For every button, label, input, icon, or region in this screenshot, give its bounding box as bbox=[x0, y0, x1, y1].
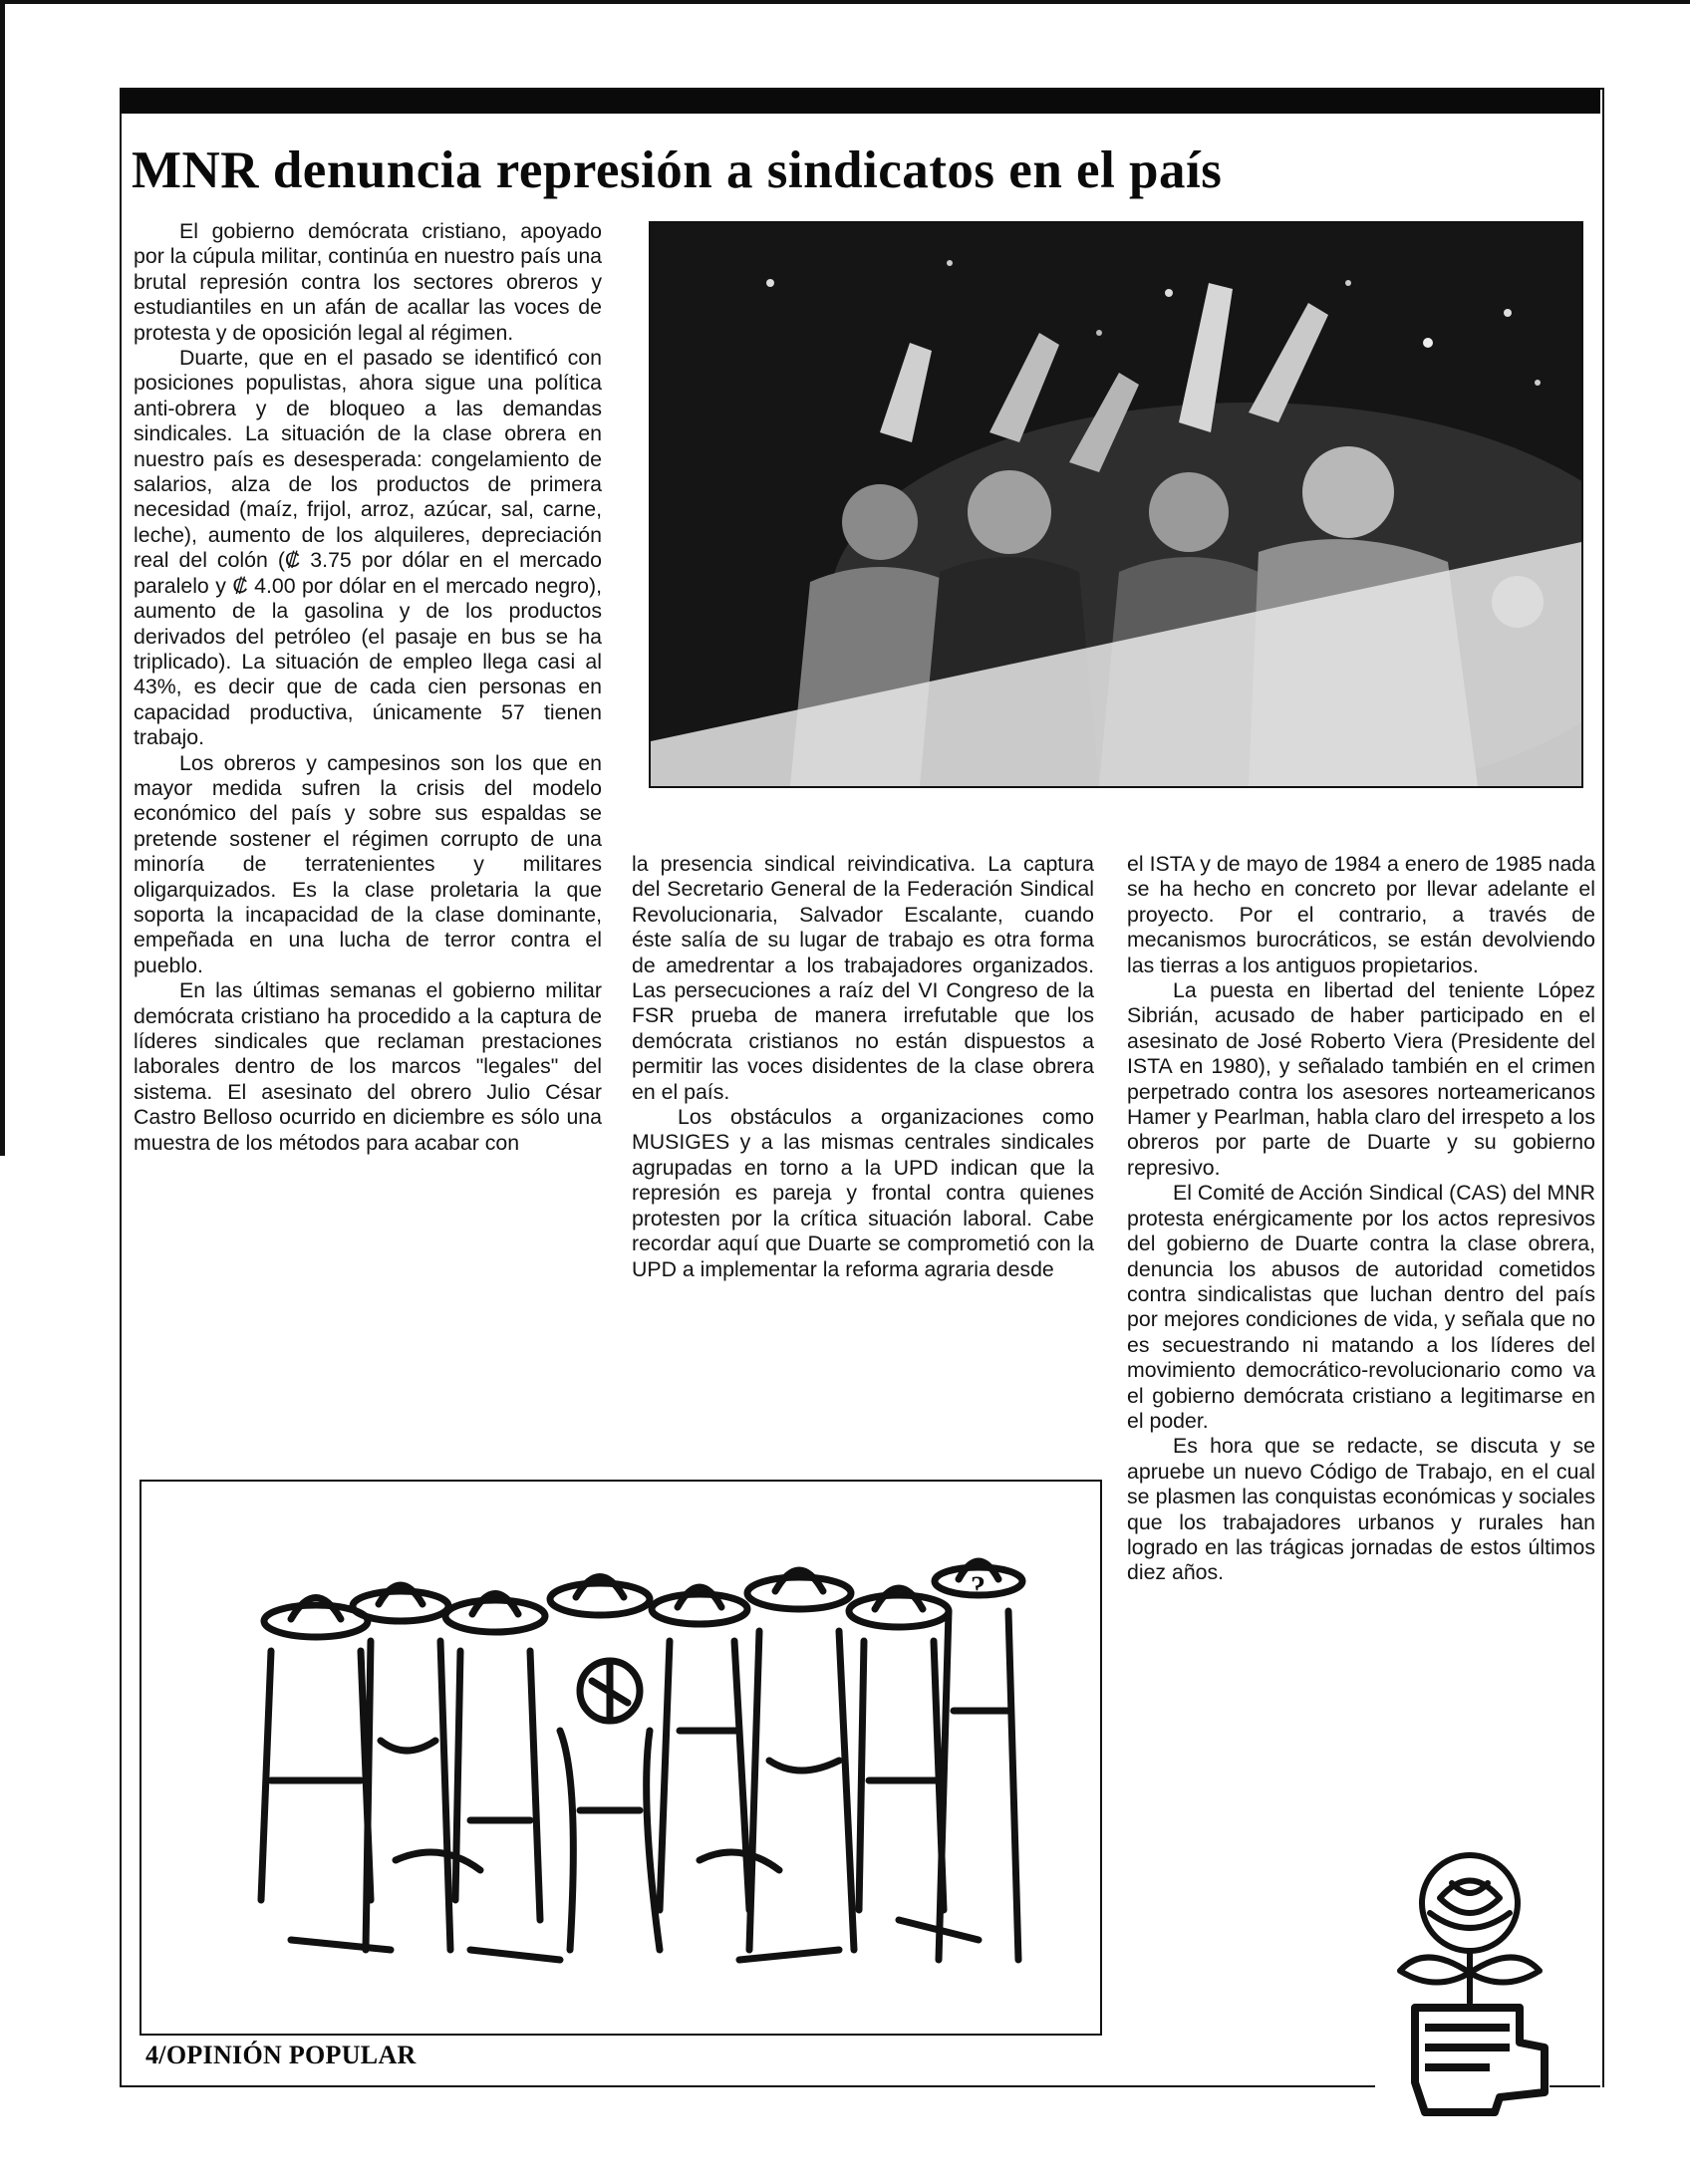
col2-paragraph-2: Los obstáculos a organizaciones como MUSIGES y a las mismas centrales sindicales agrupadas en torno a la UPD indican que la represión es pareja y frontal contra quienes protesten por la crítica situación laboral. Cabe recordar aquí que Duarte se comprometió con la UPD a implementar la reforma agraria desde bbox=[632, 1105, 1094, 1281]
protest-crowd-illustration bbox=[651, 223, 1581, 786]
protest-photo bbox=[649, 221, 1583, 788]
left-edge-rule bbox=[0, 0, 5, 1156]
col1-paragraph-4: En las últimas semanas el gobierno militar demócrata cristiano ha procedido a la captura de líderes sindicales que reclaman prestaciones laborales dentro de los marcos "legales" del sistema. El asesinato del obrero Julio César Castro Belloso ocurrido en diciembre es sólo una muestra de los métodos para acabar con bbox=[134, 978, 602, 1155]
col2-paragraph-1: la presencia sindical reivindicativa. La captura del Secretario General de la Federación Sindical Revolucionaria, Salvador Escalante, cuando éste salía de su lugar de trabajo es otra forma de amedrentar a los trabajadores organizados. Las persecuciones a raíz del VI Congreso de la FSR prueba de manera irrefutable que los demócrata cristianos no están dispuestos a permitir las voces disidentes de la clase obrera en el país. bbox=[632, 852, 1094, 1104]
rose-and-fist-logo bbox=[1370, 1843, 1569, 2122]
top-edge-rule bbox=[0, 0, 1690, 4]
bottom-rule-left bbox=[120, 2085, 1375, 2087]
col1-paragraph-2: Duarte, que en el pasado se identificó con posiciones populistas, ahora sigue una política anti-obrera y de bloqueo a las demandas sindicales. La situación de la clase obrera en nuestro país es desesperada: congelamiento de salarios, alza de los productos de primera necesidad (maíz, frijol, arroz, azúcar, sal, carne, leche), aumento de los alquileres, depreciación real del colón (₡ 3.75 por dólar en el mercado paralelo y ₡ 4.00 por dólar en el mercado negro), aumento de la gasolina y de los productos derivados del petróleo (el pasaje en bus se ha triplicado). La situación de empleo llega casi al 43%, es decir que de cada cien personas en capacidad productiva, únicamente 57 tienen trabajo. bbox=[134, 346, 602, 750]
col3-paragraph-1: el ISTA y de mayo de 1984 a enero de 1985 nada se ha hecho en concreto por llevar adelante el proyecto. Por el contrario, a través de mecanismos burocráticos, se están devolviendo las tierras a los antiguos propietarios. bbox=[1127, 852, 1595, 977]
col3-paragraph-2: La puesta en libertad del teniente López Sibrián, acusado de haber participado en el asesinato de José Roberto Viera (Presidente del ISTA en 1980), y señalado también en el crimen perpetrado contra los asesores norteamericanos Hamer y Pearlman, habla claro del irrespeto a los obreros por parte de Duarte y su gobierno represivo. bbox=[1127, 978, 1595, 1180]
workers-drawing bbox=[140, 1480, 1102, 2036]
header-black-bar bbox=[122, 90, 1600, 114]
rose-fist-icon bbox=[1370, 1843, 1569, 2122]
column-2 bbox=[632, 852, 1094, 1282]
workers-group-illustration bbox=[141, 1482, 1100, 2034]
headline: MNR denuncia represión a sindicatos en el país bbox=[132, 141, 1223, 199]
col3-paragraph-4: Es hora que se redacte, se discuta y se apruebe un nuevo Código de Trabajo, en el cual se plasmen las conquistas económicas y sociales que los trabajadores urbanos y rurales han logrado en las trágicas jornadas de estos últimos diez años. bbox=[1127, 1434, 1595, 1585]
footer-page-label: 4/OPINIÓN POPULAR bbox=[145, 2041, 417, 2069]
col1-paragraph-3: Los obreros y campesinos son los que en mayor medida sufren la crisis del modelo económico del país y sobre sus espaldas se pretende sostener el régimen corrupto de una minoría de terratenientes y militares oligarquizados. Es la clase proletaria la que soporta la incapacidad de la clase dominante, empeñada en una lucha de terror contra el pueblo. bbox=[134, 750, 602, 977]
question-mark-glyph: ? bbox=[971, 1570, 986, 1603]
column-3 bbox=[1127, 852, 1595, 1586]
col3-paragraph-3: El Comité de Acción Sindical (CAS) del MNR protesta enérgicamente por los actos represivos del gobierno de Duarte contra la clase obrera, denuncia los abusos de autoridad cometidos contra sindicalistas que luchan dentro del país por mejores condiciones de vida, y señala que no es secuestrando ni matando a los líderes del movimiento democrático-revolucionario como va el gobierno demócrata cristiano a legitimarse en el poder. bbox=[1127, 1181, 1595, 1433]
col1-paragraph-1: El gobierno demócrata cristiano, apoyado por la cúpula militar, continúa en nuestro país una brutal represión contra los sectores obreros y estudiantiles en un afán de acallar las voces de protesta y de oposición legal al régimen. bbox=[134, 219, 603, 345]
column-1 bbox=[134, 219, 602, 1156]
